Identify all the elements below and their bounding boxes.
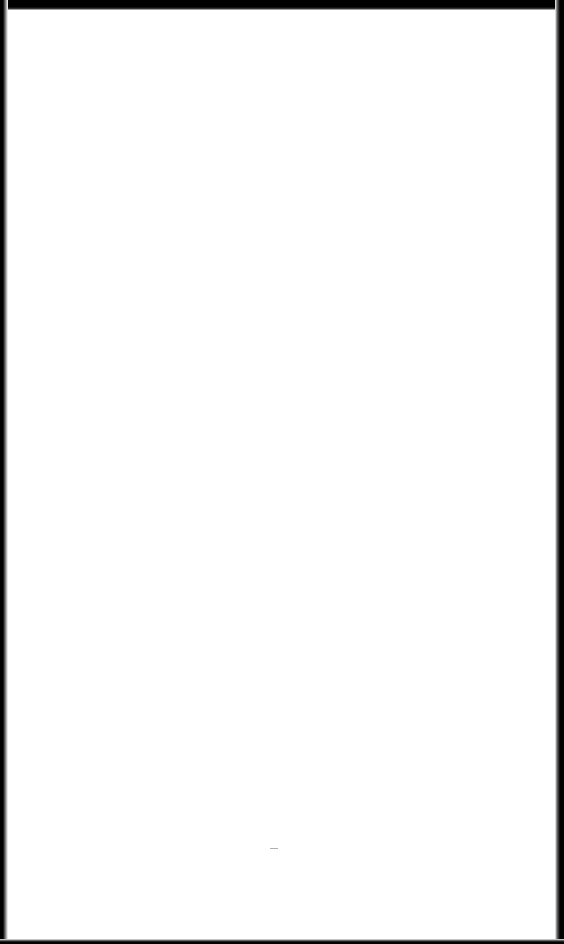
scan-border-left	[0, 0, 8, 944]
running-head	[74, 47, 488, 71]
scan-border-right	[555, 0, 564, 944]
scan-border-bottom	[0, 939, 564, 944]
page-mark	[270, 848, 278, 849]
scan-border-top	[0, 0, 564, 10]
